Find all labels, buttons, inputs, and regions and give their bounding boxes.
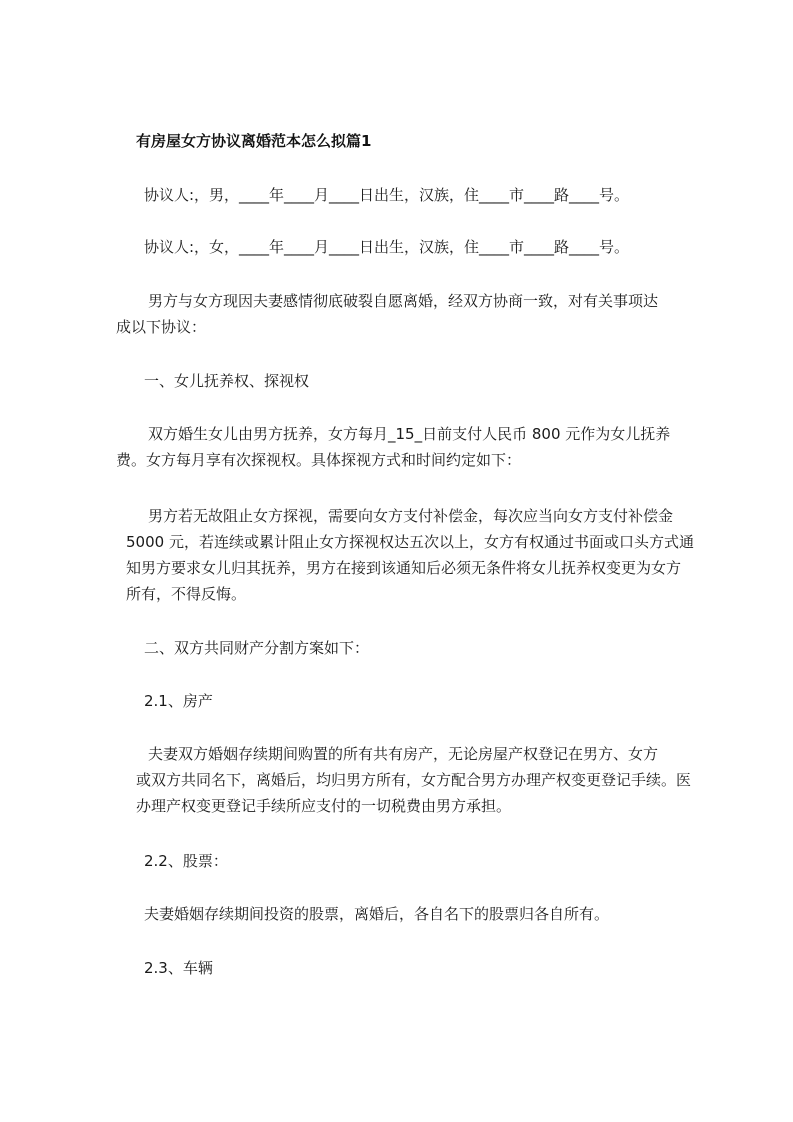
section1-para2-line: 知男方要求女儿归其抚养，男方在接到该通知后必须无条件将女儿抚养权变更为女方 bbox=[126, 559, 682, 577]
party-male-line: 协议人:，男，____年____月____日出生，汉族，住____市____路____号。 bbox=[144, 186, 630, 204]
subsection-2-3-heading: 2.3、车辆 bbox=[144, 959, 213, 977]
section1-para2-line: 男方若无故阻止女方探视，需要向女方支付补偿金，每次应当向女方支付补偿金 bbox=[148, 507, 674, 525]
section1-para1-line: 费。女方每月享有次探视权。具体探视方式和时间约定如下： bbox=[116, 451, 522, 469]
section1-para2-line: 5000 元，若连续或累计阻止女方探视权达五次以上，女方有权通过书面或口头方式通 bbox=[126, 533, 694, 551]
section2-heading: 二、双方共同财产分割方案如下： bbox=[144, 639, 370, 657]
section1-heading: 一、女儿抚养权、探视权 bbox=[144, 372, 310, 390]
section1-para1-line: 双方婚生女儿由男方抚养，女方每月_15_日前支付人民币 800 元作为女儿抚养 bbox=[148, 425, 671, 443]
subsection-2-2-heading: 2.2、股票： bbox=[144, 852, 228, 870]
intro-line: 男方与女方现因夫妻感情彻底破裂自愿离婚，经双方协商一致，对有关事项达 bbox=[148, 292, 659, 310]
intro-paragraph bbox=[112, 288, 722, 340]
party-female-line: 协议人:，女，____年____月____日出生，汉族，住____市____路____号。 bbox=[144, 238, 630, 256]
subsection-2-1-paragraph bbox=[112, 741, 722, 819]
intro-line: 成以下协议： bbox=[116, 318, 207, 336]
sub21-para-line: 夫妻双方婚姻存续期间购置的所有共有房产，无论房屋产权登记在男方、女方 bbox=[148, 745, 659, 763]
section1-para2-line: 所有，不得反悔。 bbox=[126, 585, 247, 603]
sub21-para-line: 或双方共同名下，离婚后，均归男方所有，女方配合男方办理产权变更登记手续。医 bbox=[136, 771, 692, 789]
section1-paragraph-2 bbox=[112, 503, 722, 607]
subsection-2-2-paragraph: 夫妻婚姻存续期间投资的股票，离婚后，各自名下的股票归各自所有。 bbox=[144, 905, 610, 923]
document-title: 有房屋女方协议离婚范本怎么拟篇1 bbox=[136, 132, 372, 150]
sub21-para-line: 办理产权变更登记手续所应支付的一切税费由男方承担。 bbox=[136, 797, 512, 815]
subsection-2-1-heading: 2.1、房产 bbox=[144, 692, 213, 710]
section1-paragraph-1 bbox=[112, 421, 722, 473]
